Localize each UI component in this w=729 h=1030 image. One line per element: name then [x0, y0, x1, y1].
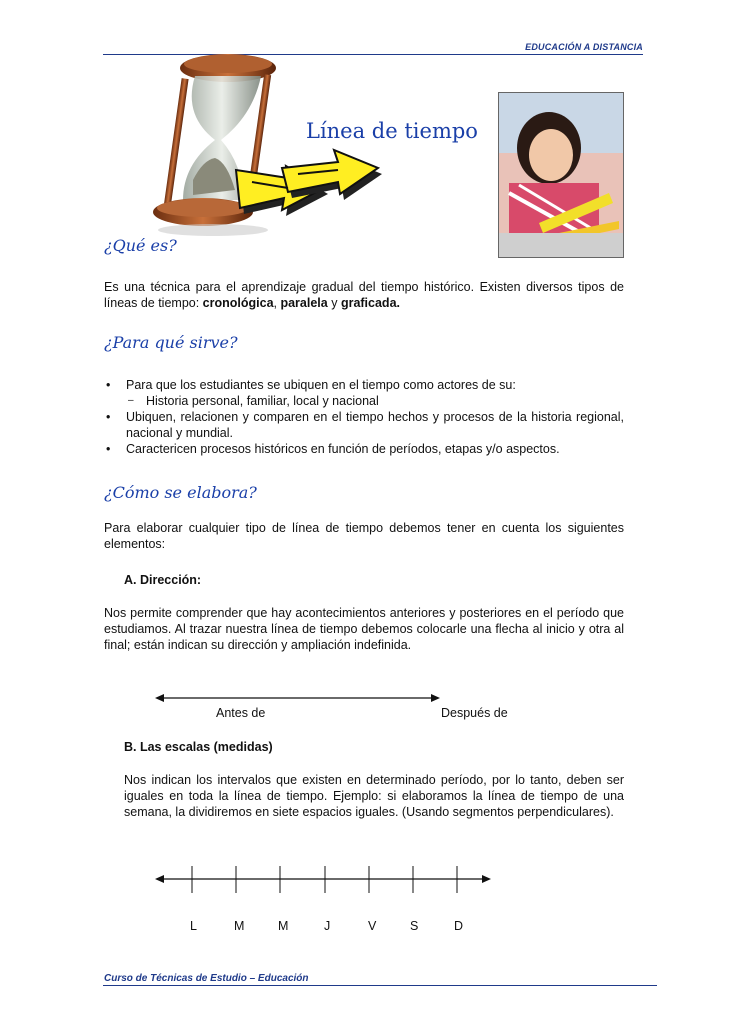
scale-timeline	[155, 866, 495, 894]
sub-bullet-text: Historia personal, familiar, local y nacional	[146, 394, 379, 408]
que-es-sep-2: y	[327, 296, 341, 310]
type-graficada: graficada.	[340, 296, 400, 310]
section-heading-como: ¿Cómo se elabora?	[104, 483, 257, 502]
left-arrowhead-icon	[155, 875, 164, 883]
right-arrowhead-icon	[431, 694, 440, 702]
day-label-s: S	[410, 919, 419, 933]
que-es-text: Es una técnica para el aprendizaje gradual del tiempo histórico. Existen diversos tipos de líneas de tiempo:	[104, 280, 624, 310]
day-label-j: J	[324, 919, 331, 933]
type-cronologica: cronológica	[202, 296, 274, 310]
subheading-escalas: B. Las escalas (medidas)	[124, 740, 273, 754]
bullet-text: Caractericen procesos históricos en función de períodos, etapas y/o aspectos.	[126, 442, 560, 456]
como-intro: Para elaborar cualquier tipo de línea de tiempo debemos tener en cuenta los siguientes elementos:	[104, 521, 624, 551]
page-title: Línea de tiempo	[306, 119, 478, 143]
type-paralela: paralela	[280, 296, 328, 310]
day-label-v: V	[368, 919, 377, 933]
before-label: Antes de	[216, 706, 266, 720]
purpose-list	[104, 377, 624, 457]
right-arrowhead-icon	[482, 875, 491, 883]
sub-list-item: – Historia personal, familiar, local y nacional	[128, 394, 379, 408]
after-label: Después de	[441, 706, 508, 720]
left-arrowhead-icon	[155, 694, 164, 702]
day-label-l: L	[190, 919, 197, 933]
subheading-direccion: A. Dirección:	[124, 573, 202, 587]
student-photo	[498, 92, 624, 258]
que-es-sep-1: ,	[273, 296, 281, 310]
que-es-paragraph	[104, 279, 624, 311]
footer-rule	[103, 985, 657, 986]
day-label-m1: M	[234, 919, 245, 933]
footer-text: Curso de Técnicas de Estudio – Educación	[104, 973, 309, 984]
bullet-text: Para que los estudiantes se ubiquen en el tiempo como actores de su:	[126, 378, 516, 392]
bullet-text: Ubiquen, relacionen y comparen en el tiempo hechos y procesos de la historia regional, nacional y mundial.	[126, 410, 624, 440]
day-label-d: D	[454, 919, 464, 933]
day-label-m2: M	[278, 919, 289, 933]
list-item: • Ubiquen, relacionen y comparen en el tiempo hechos y procesos de la historia regional, nacional y mundial.	[106, 410, 624, 440]
escalas-paragraph: Nos indican los intervalos que existen en determinado período, por lo tanto, deben ser iguales en toda la línea de tiempo. Ejemplo: si elaboramos la línea de tiempo de una semana, la dividiremos en siete espacios iguales. (Usando segmentos perpendiculares).	[124, 773, 624, 819]
direccion-paragraph: Nos permite comprender que hay acontecimientos anteriores y posteriores en el período que estudiamos. Al trazar nuestra línea de tiempo debemos colocarle una flecha al inicio y otra al final; están indican su dirección y ampliación indefinida.	[104, 606, 624, 652]
list-item: • Para que los estudiantes se ubiquen en el tiempo como actores de su:	[106, 378, 516, 392]
section-heading-que-es: ¿Qué es?	[104, 236, 177, 255]
header-text: EDUCACIÓN A DISTANCIA	[525, 42, 643, 52]
direction-timeline	[155, 690, 440, 706]
section-heading-para-que: ¿Para qué sirve?	[104, 333, 238, 352]
list-item: • Caractericen procesos históricos en función de períodos, etapas y/o aspectos.	[106, 442, 560, 456]
student-photo-image	[499, 93, 623, 257]
arrows-icon	[228, 148, 388, 240]
